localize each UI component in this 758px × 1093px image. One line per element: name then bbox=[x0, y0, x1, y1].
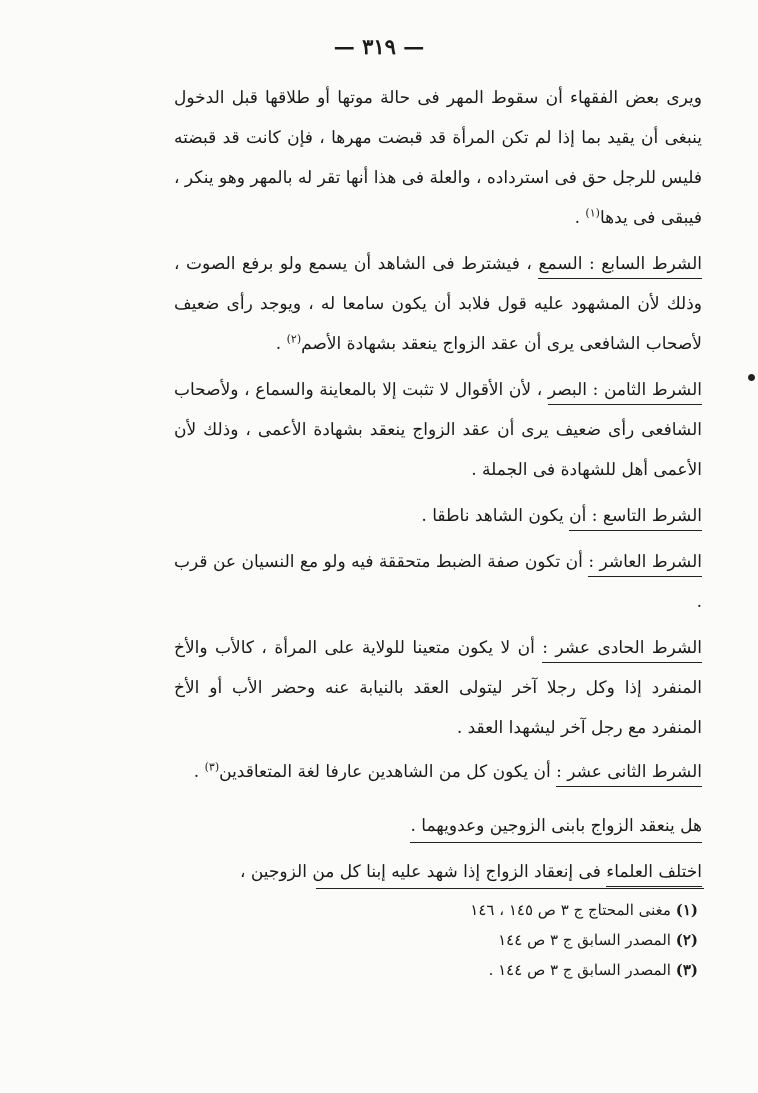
paragraph-text: ، لأن الأقوال لا تثبت إلا بالمعاينة والسماع ، ولأصحاب الشافعى رأى ضعيف يرى أن عقد الزواج ينعقد بشهادة الأعمى ، وذلك لأن الأعمى أهل للشهادة فى الجملة . bbox=[174, 380, 702, 480]
footnote-number: (٢) bbox=[675, 931, 698, 949]
condition-heading: الشرط الحادى عشر : bbox=[542, 638, 702, 663]
main-text bbox=[174, 78, 702, 896]
footnotes bbox=[368, 895, 698, 985]
paragraph-text: ويرى بعض الفقهاء أن سقوط المهر فى حالة موتها أو طلاقها قبل الدخول ينبغى أن يقيد بما إذا لم تكن المرأة قد قبضت مهرها ، فإن كانت قد قبضته فليس للرجل حق فى استرداده ، والعلة فى هذا أنها تقر له بالمهر وهو ينكر ، فيبقى فى يدها bbox=[174, 88, 702, 228]
closing-paragraph bbox=[174, 852, 702, 892]
footnote-number: (٣) bbox=[675, 961, 698, 979]
condition-ninth bbox=[174, 496, 702, 536]
condition-heading: الشرط السابع : السمع bbox=[538, 254, 702, 279]
condition-eleventh bbox=[174, 628, 702, 748]
section-question bbox=[174, 806, 702, 846]
paragraph-dower-opinion: ويرى بعض الفقهاء أن سقوط المهر فى حالة موتها أو طلاقها قبل الدخول ينبغى أن يقيد بما إذا لم تكن المرأة قد قبضت مهرها ، فإن كانت قد قبضته فليس للرجل حق فى استرداده ، والعلة فى هذا أنها تقر له بالمهر وهو ينكر ، فيبقى فى يدها$^{(١)}$ . bbox=[174, 88, 702, 228]
footnote-ref: (٢) bbox=[286, 332, 302, 346]
footnote-divider bbox=[316, 888, 704, 889]
footnote-ref: (١) bbox=[585, 206, 600, 220]
footnote-2 bbox=[368, 925, 698, 955]
footnote-number: (١) bbox=[675, 901, 698, 919]
footnote-ref: (٣) bbox=[204, 760, 220, 774]
condition-seventh: الشرط السابع : السمع ، فيشترط فى الشاهد أن يسمع ولو برفع الصوت ، وذلك لأن المشهود عليه قول فلابد أن يكون سامعا له ، ويوجد رأى ضعيف لأصحاب الشافعى يرى أن عقد الزواج ينعقد بشهادة الأصم$^{(٢)}$ . bbox=[174, 254, 702, 354]
footnote-text: المصدر السابق ج ٣ ص ١٤٤ . bbox=[488, 961, 671, 979]
paragraph-text: ، فيشترط فى الشاهد أن يسمع ولو برفع الصوت ، وذلك لأن المشهود عليه قول فلابد أن يكون سامعا له ، ويوجد رأى ضعيف لأصحاب الشافعى يرى أن عقد الزواج ينعقد بشهادة الأصم bbox=[174, 254, 702, 354]
page-number: — ٣١٩ — bbox=[333, 34, 425, 59]
footnote-text: مغنى المحتاج ج ٣ ص ١٤٥ ، ١٤٦ bbox=[470, 901, 671, 919]
footnote-text: المصدر السابق ج ٣ ص ١٤٤ bbox=[498, 931, 671, 949]
condition-heading: الشرط العاشر : bbox=[588, 552, 702, 577]
footnote-3 bbox=[368, 955, 698, 985]
paragraph-text: أن لا يكون متعينا للولاية على المرأة ، كالأب والأخ المنفرد إذا وكل رجلا آخر ليتولى العقد بالنيابة عنه وحضر الأب أو الأخ المنفرد مع رجل آخر ليشهدا العقد . bbox=[174, 638, 702, 738]
closing-heading: اختلف العلماء bbox=[606, 862, 702, 887]
paragraph-text: أن تكون صفة الضبط متحققة فيه ولو مع النسيان عن قرب . bbox=[174, 552, 702, 612]
paragraph-text: أن يكون كل من الشاهدين عارفا لغة المتعاقدين bbox=[219, 762, 557, 782]
condition-tenth bbox=[174, 542, 702, 622]
condition-heading: الشرط الثامن : البصر bbox=[548, 380, 702, 405]
footnote-1 bbox=[368, 895, 698, 925]
condition-eighth bbox=[174, 370, 702, 490]
paragraph-text: يكون الشاهد ناطقا . bbox=[421, 506, 570, 526]
condition-twelfth: الشرط الثانى عشر : أن يكون كل من الشاهدين عارفا لغة المتعاقدين$^{(٣)}$ . bbox=[174, 752, 702, 792]
condition-heading: الشرط الثانى عشر : bbox=[556, 762, 702, 787]
margin-ink-mark bbox=[748, 374, 755, 381]
paragraph-text: فى إنعقاد الزواج إذا شهد عليه إبنا كل من الزوجين ، bbox=[239, 862, 607, 882]
condition-heading: الشرط التاسع : أن bbox=[569, 506, 702, 531]
question-heading: هل ينعقد الزواج بابنى الزوجين وعدويهما . bbox=[410, 816, 702, 843]
